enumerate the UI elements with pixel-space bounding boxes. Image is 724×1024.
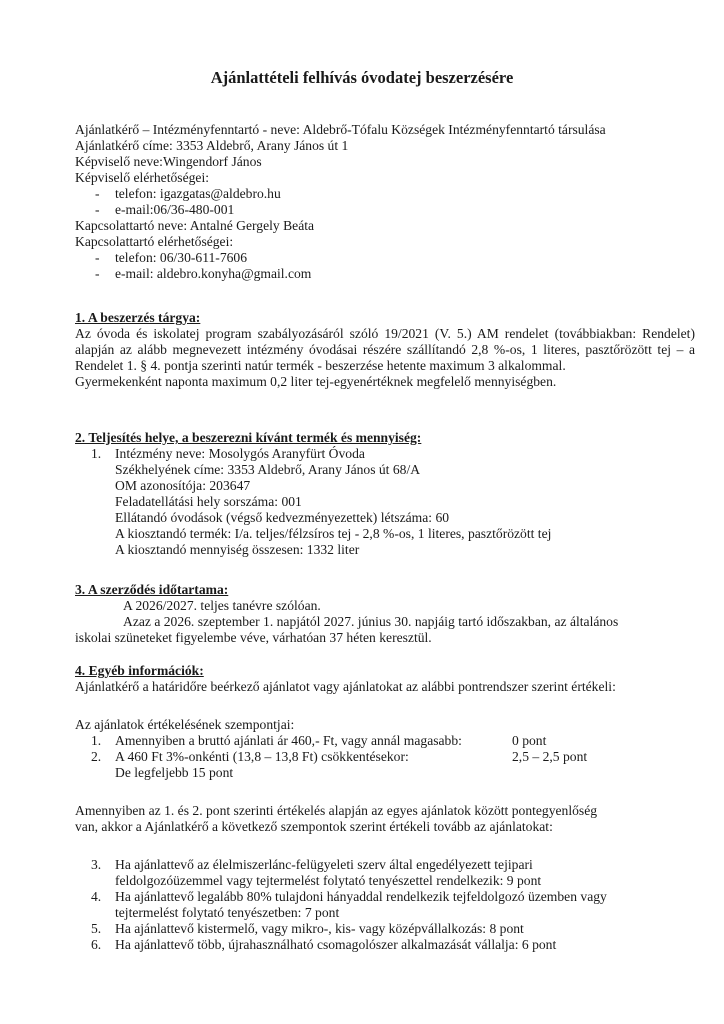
tie-criterion-text: Ha ajánlattevő legalább 80% tulajdoni hányaddal rendelkezik tejfeldolgozó üzemben vagy	[115, 889, 607, 904]
tie-criterion-3-cont: feldolgozóüzemmel vagy tejtermelést folytató tenyészettel rendelkezik: 9 pont	[115, 873, 542, 888]
representative-name: Képviselő neve:Wingendorf János	[75, 154, 262, 169]
section-2	[75, 430, 695, 558]
representative-contacts-label: Képviselő elérhetőségei:	[75, 170, 209, 185]
criterion-text: A 460 Ft 3%-onkénti (13,8 – 13,8 Ft) csökkentésekor:	[115, 749, 409, 764]
institution-name	[75, 446, 695, 462]
dash-bullet: -	[95, 266, 100, 281]
tie-break-intro-line1: Amennyiben az 1. és 2. pont szerinti értékelés alapján az egyes ajánlatok között pontegyenlőség	[75, 803, 598, 818]
document-title: Ajánlattételi felhívás óvodatej beszerzésére	[210, 68, 514, 87]
institution-address: Székhelyének címe: 3353 Aldebrő, Arany János út 68/A	[115, 462, 421, 477]
tie-criterion-text: Ha ajánlattevő kistermelő, vagy mikro-, kis- vagy középvállalkozás: 8 pont	[115, 921, 524, 936]
contract-term: A 2026/2027. teljes tanévre szólóan.	[123, 598, 321, 613]
contact-person-phone-text: telefon: 06/30-611-7606	[115, 250, 248, 265]
contract-period-line2: iskolai szüneteket figyelembe véve, várhatóan 37 héten keresztül.	[75, 630, 432, 645]
criterion-points: 2,5 – 2,5 pont	[512, 749, 588, 764]
contact-person-name: Kapcsolattartó neve: Antalné Gergely Beáta	[75, 218, 315, 233]
total-quantity: A kiosztandó mennyiség összesen: 1332 liter	[115, 542, 360, 557]
contact-person-contacts-label: Kapcsolattartó elérhetőségei:	[75, 234, 234, 249]
dash-bullet: -	[95, 202, 100, 217]
product: A kiosztandó termék: I/a. teljes/félzsíros tej - 2,8 %-os, 1 literes, pasztőrözött tej	[115, 526, 552, 541]
dash-bullet: -	[95, 250, 100, 265]
om-identifier: OM azonosítója: 203647	[115, 478, 251, 493]
requester-address: Ajánlatkérő címe: 3353 Aldebrő, Arany János út 1	[75, 138, 349, 153]
representative-phone-text: telefon: igazgatas@aldebro.hu	[115, 186, 281, 201]
contract-period-line1: Azaz a 2026. szeptember 1. napjától 2027. június 30. napjáig tartó időszakban, az általános	[123, 614, 619, 629]
dash-bullet: -	[95, 186, 100, 201]
site-number: Feladatellátási hely sorszáma: 001	[115, 494, 302, 509]
max-points-note: De legfeljebb 15 pont	[115, 765, 234, 780]
section-3-heading: 3. A szerződés időtartama:	[75, 582, 229, 597]
criterion-points: 0 pont	[512, 733, 547, 748]
tie-criterion-5	[75, 921, 695, 937]
section-4	[75, 663, 695, 953]
institution-name-text: Intézmény neve: Mosolygós Aranyfürt Óvoda	[115, 446, 365, 461]
list-number: 1.	[91, 733, 102, 748]
criterion-2	[75, 749, 695, 765]
contact-person-email-text: e-mail: aldebro.konyha@gmail.com	[115, 266, 312, 281]
requester-info	[75, 122, 695, 282]
list-number: 2.	[91, 749, 102, 764]
section-1	[75, 310, 695, 390]
requester-name: Ajánlatkérő – Intézményfenntartó - neve: Aldebrő-Tófalu Községek Intézményfenntartó társulása	[75, 122, 606, 137]
contact-person-email	[75, 266, 695, 282]
tie-break-intro-line2: van, akkor a Ajánlatkérő a következő szempontok szerint értékeli tovább az ajánlatokat:	[75, 819, 553, 834]
criteria-label: Az ajánlatok értékelésének szempontjai:	[75, 717, 295, 732]
tie-criterion-4	[75, 889, 695, 905]
contact-person-phone	[75, 250, 695, 266]
section-2-heading: 2. Teljesítés helye, a beszerezni kívánt termék és mennyiség:	[75, 430, 422, 445]
representative-phone	[75, 186, 695, 202]
list-number: 3.	[91, 857, 102, 872]
tie-criterion-3	[75, 857, 695, 873]
list-number: 5.	[91, 921, 102, 936]
section-1-quantity-note: Gyermekenként naponta maximum 0,2 liter tej-egyenértéknek megfelelő mennyiségben.	[75, 374, 557, 389]
criterion-1	[75, 733, 695, 749]
tie-criterion-text: Ha ajánlattevő az élelmiszerlánc-felügyeleti szerv által engedélyezett tejipari	[115, 857, 533, 872]
section-1-heading: 1. A beszerzés tárgya:	[75, 310, 201, 325]
criterion-text: Amennyiben a bruttó ajánlati ár 460,- Ft, vagy annál magasabb:	[115, 733, 462, 748]
representative-email	[75, 202, 695, 218]
tie-criterion-4-cont: tejtermelést folytató tenyészetben: 7 pont	[115, 905, 340, 920]
beneficiary-count: Ellátandó óvodások (végső kedvezményezettek) létszáma: 60	[115, 510, 450, 525]
tie-criterion-6	[75, 937, 695, 953]
list-number: 1.	[91, 446, 102, 461]
list-number: 6.	[91, 937, 102, 952]
section-4-heading: 4. Egyéb információk:	[75, 663, 204, 678]
list-number: 4.	[91, 889, 102, 904]
section-1-paragraph: Az óvoda és iskolatej program szabályozásáról szóló 19/2021 (V. 5.) AM rendelet (továbbiakban: Rendelet) alapján az alább megnevezett intézmény óvodásai részére szállítandó 2,8 %-os, 1 literes, pasztőrözött tej – a Rendelet 1. § 4. pontja szerinti natúr termék - beszerzése hetente maximum 3 alkalommal.	[75, 326, 695, 373]
representative-email-text: e-mail:06/36-480-001	[115, 202, 235, 217]
evaluation-intro: Ajánlatkérő a határidőre beérkező ajánlatot vagy ajánlatokat az alábbi pontrendszer szerint értékeli:	[75, 679, 616, 694]
tie-criterion-text: Ha ajánlattevő több, újrahasználható csomagolószer alkalmazását vállalja: 6 pont	[115, 937, 557, 952]
section-3	[75, 582, 695, 646]
